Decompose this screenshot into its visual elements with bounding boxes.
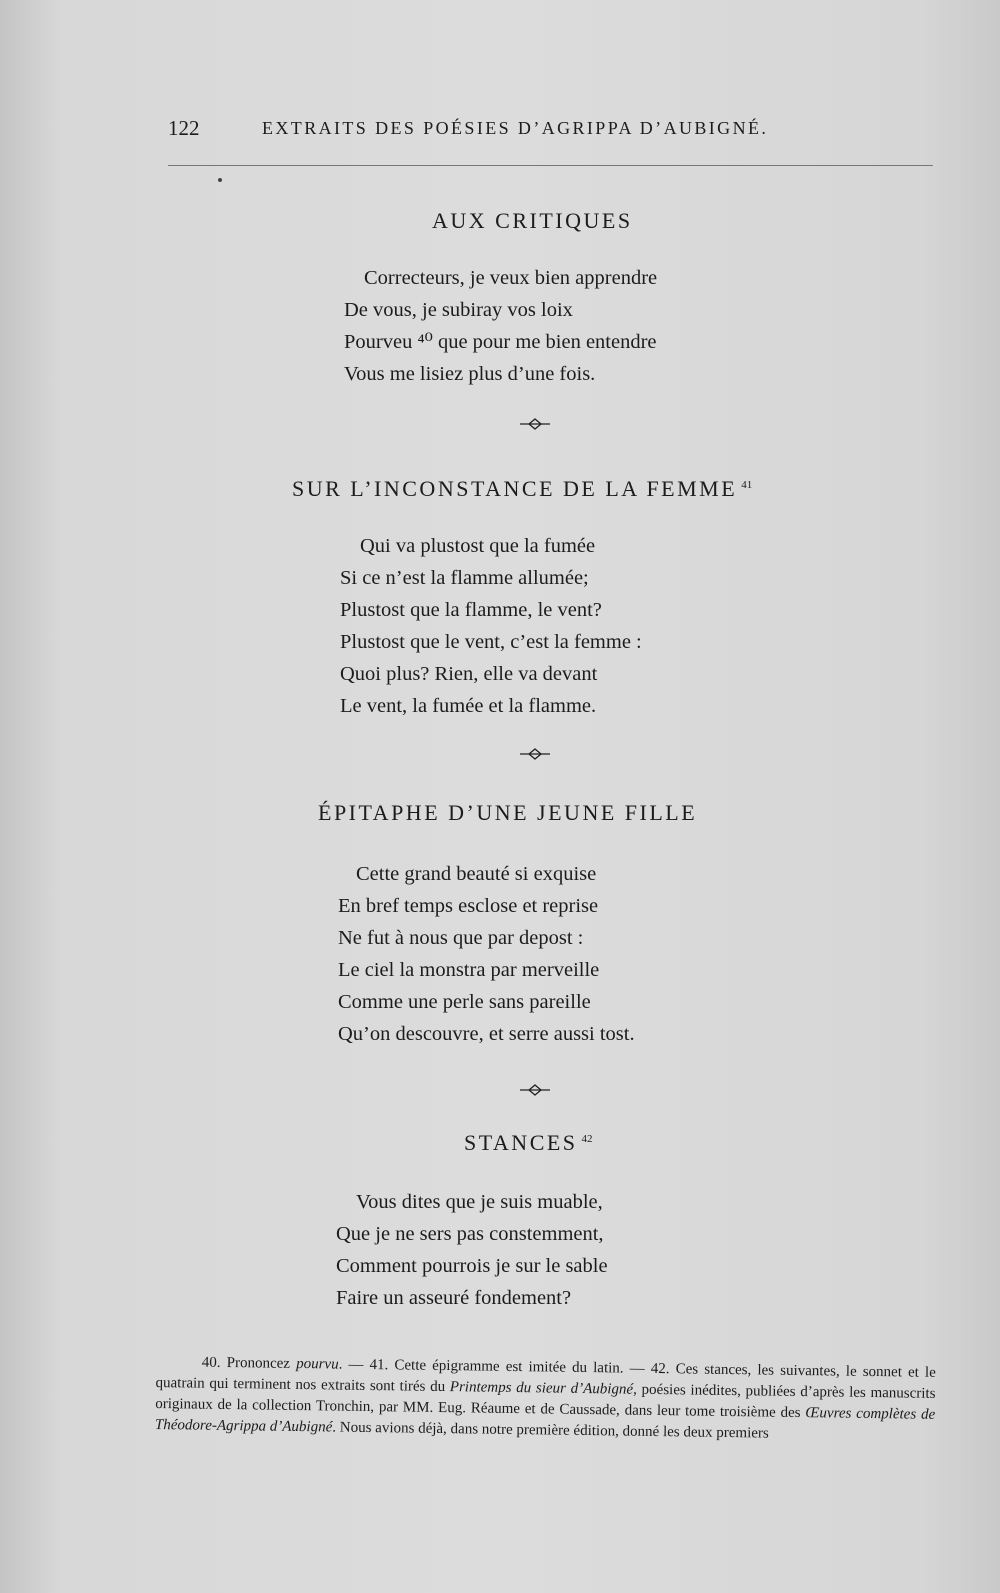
diamond-ornament-icon <box>520 1084 550 1096</box>
section-title-stances: STANCES $^{42}$ <box>464 1130 593 1155</box>
footnote-ref: 41 <box>741 478 753 491</box>
footnotes <box>155 1352 936 1447</box>
poem-line: Cette grand beauté si exquise <box>356 863 597 885</box>
poem-inconstance <box>340 530 642 722</box>
ink-dot <box>218 178 222 182</box>
poem-line: Qui va plustost que la fumée <box>360 535 596 557</box>
poem-line: Faire un asseuré fondement? <box>336 1287 572 1309</box>
poem-line: Plustost que la flamme, le vent? <box>340 599 602 621</box>
footnote-source-title: Printemps du sieur d’Aubigné <box>449 1379 634 1398</box>
poem-line: Vous dites que je suis muable, <box>356 1191 603 1213</box>
poem-line: Qu’on descouvre, et serre aussi tost. <box>338 1023 635 1045</box>
footnote-41-42: . — 41. Cette épigramme est imitée du latin. — 42. Ces stances, les suivantes, le sonnet et le quatrain qui terminent nos extraits sont tirés du <box>155 1356 936 1396</box>
footnote-end: . Nous avions déjà, dans notre première édition, donné les deux premiers <box>332 1419 769 1442</box>
poem-line: En bref temps esclose et reprise <box>338 895 599 917</box>
section-title-epitaphe: ÉPITAPHE D’UNE JEUNE FILLE <box>318 800 698 825</box>
header-rule <box>168 165 933 166</box>
poem-line: Correcteurs, je veux bien apprendre <box>364 267 658 289</box>
poem-line: Quoi plus? Rien, elle va devant <box>340 663 598 685</box>
poem-stances <box>336 1186 608 1314</box>
poem-epitaphe <box>338 858 635 1050</box>
poem-line: De vous, je subiray vos loix <box>344 299 573 321</box>
section-title-aux-critiques: AUX CRITIQUES <box>432 208 633 233</box>
poem-line: Comment pourrois je sur le sable <box>336 1255 608 1277</box>
diamond-ornament-icon <box>520 418 550 430</box>
poem-line: Pourveu ⁴⁰ que pour me bien entendre <box>344 331 657 353</box>
poem-line: Plustost que le vent, c’est la femme : <box>340 631 642 653</box>
poem-line: Ne fut à nous que par depost : <box>338 927 584 949</box>
footnote-40: 40. Prononcez <box>201 1354 291 1372</box>
poem-line: Que je ne sers pas constemment, <box>336 1223 604 1245</box>
footnote-oeuvres-title: Œuvres complètes de Théodore-Agrippa d’Aubigné <box>154 1405 936 1436</box>
poem-line: Comme une perle sans pareille <box>338 991 591 1013</box>
diamond-ornament-icon <box>520 748 550 760</box>
footnote-middle: , poésies inédites, publiées d’après les manuscrits originaux de la collection Tronchin, par MM. Eug. Réaume et de Caussade, dans leur tome troisième des <box>155 1381 936 1422</box>
poem-line: Le vent, la fumée et la flamme. <box>340 695 597 717</box>
footnote-ref: 42 <box>581 1132 593 1145</box>
running-title: EXTRAITS DES POÉSIES D’AGRIPPA D’AUBIGNÉ. <box>262 118 769 138</box>
poem-line: Le ciel la monstra par merveille <box>338 959 600 981</box>
poem-line: Si ce n’est la flamme allumée; <box>340 567 589 589</box>
page-number: 122 <box>168 116 200 140</box>
footnote-word: pourvu <box>296 1355 339 1373</box>
poem-aux-critiques <box>344 262 657 390</box>
poem-line: Vous me lisiez plus d’une fois. <box>344 363 596 385</box>
section-title-inconstance: SUR L’INCONSTANCE DE LA FEMME $^{41}$ <box>292 476 753 501</box>
